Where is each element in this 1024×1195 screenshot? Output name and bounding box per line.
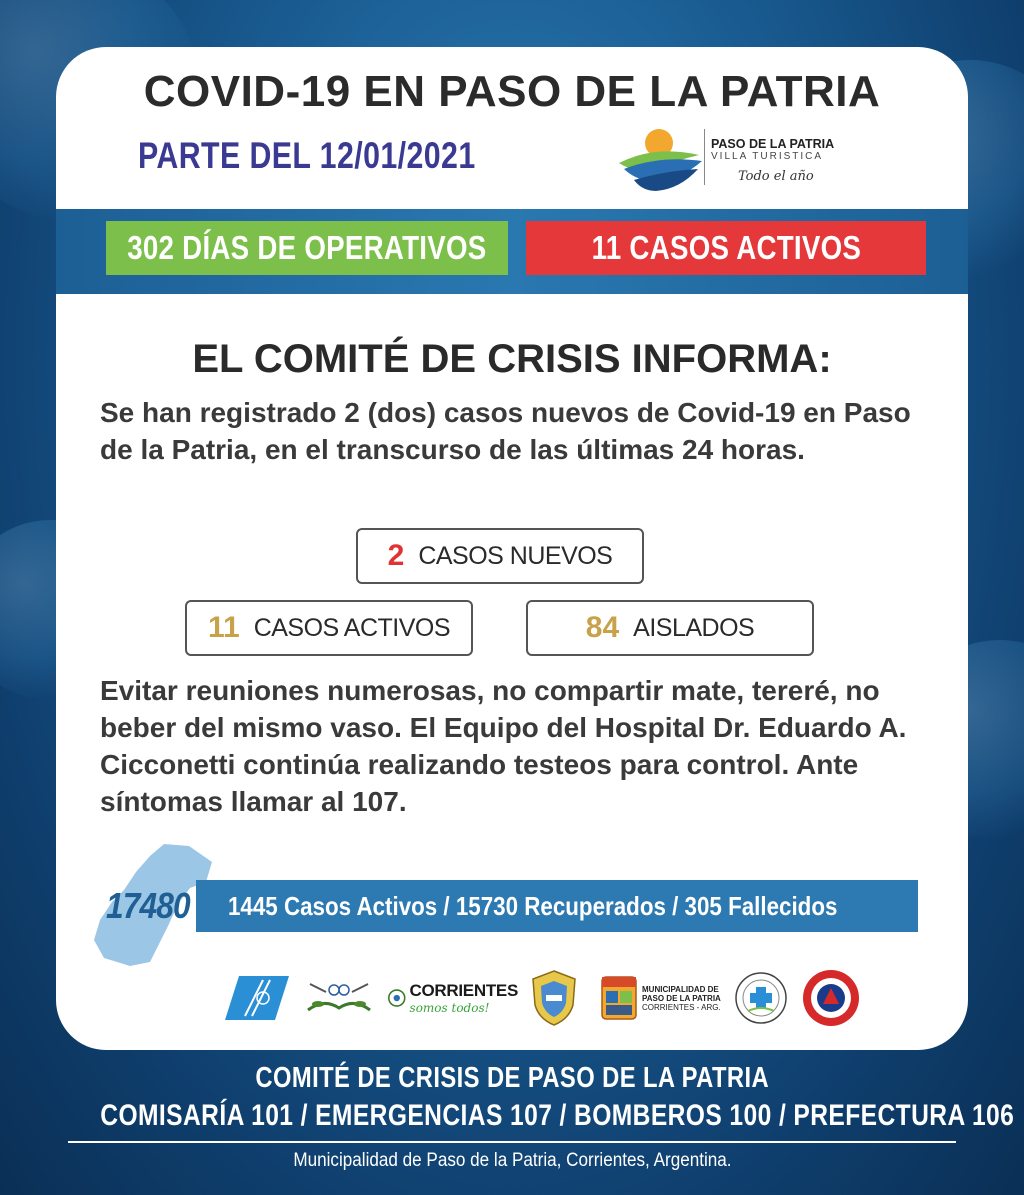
logo-name: PASO DE LA PATRIA — [711, 137, 835, 151]
footer-address — [0, 1150, 1024, 1172]
page-title: COVID-19 EN PASO DE LA PATRIA — [143, 67, 881, 116]
municipalidad-text: MUNICIPALIDAD DE PASO DE LA PATRIA — [642, 984, 721, 1003]
report-date: PARTE DEL 12/01/2021 — [138, 135, 476, 176]
footer-committee — [0, 1062, 1024, 1095]
days-badge — [106, 221, 508, 275]
intro-paragraph: Se han registrado 2 (dos) casos nuevos de Covid-19 en Paso de la Patria, en el transcurso de las últimas 24 horas. — [100, 397, 911, 465]
hospital-logo-icon — [732, 963, 790, 1033]
corrientes-title: CORRIENTES — [409, 981, 518, 1000]
active-cases-box — [185, 600, 473, 656]
province-total: 17480 — [106, 885, 190, 926]
leaves-emblem-icon — [302, 963, 376, 1033]
partner-logos — [216, 963, 876, 1033]
police-shield-icon — [526, 963, 582, 1033]
logo-slogan: Todo el año — [738, 169, 814, 184]
municipalidad-logo-icon — [596, 963, 726, 1033]
footer-address-text: Municipalidad de Paso de la Patria, Corrientes, Argentina. — [292, 1150, 732, 1171]
corrientes-logo-icon — [388, 963, 518, 1033]
isolated-label: AISLADOS — [633, 613, 755, 642]
days-badge-label: 302 DÍAS DE OPERATIVOS — [127, 229, 487, 266]
info-card — [56, 47, 968, 1050]
logo-divider — [704, 129, 705, 185]
active-cases-badge-label: 11 CASOS ACTIVOS — [591, 229, 861, 266]
active-cases-badge — [526, 221, 926, 275]
bomberos-logo-icon — [800, 963, 862, 1033]
footer-divider — [68, 1141, 956, 1143]
new-cases-label: CASOS NUEVOS — [418, 541, 613, 570]
new-cases-box — [356, 528, 644, 584]
province-stats-bar — [196, 880, 918, 932]
section-heading: EL COMITÉ DE CRISIS INFORMA: — [192, 337, 832, 381]
new-cases-number: 2 — [387, 539, 405, 572]
advice-paragraph: Evitar reuniones numerosas, no compartir mate, tereré, no beber del mismo vaso. El Equipo del Hospital Dr. Eduardo A. Cicconetti continúa realizando testeos para control. Ante síntomas llamar al 107. — [100, 675, 907, 817]
province-stats-summary: 1445 Casos Activos / 15730 Recuperados / 305 Fallecidos — [228, 890, 838, 921]
footer-committee-text: COMITÉ DE CRISIS DE PASO DE LA PATRIA — [255, 1062, 769, 1094]
logo-subtitle: VILLA TURISTICA — [711, 151, 824, 162]
municipalidad-subtext: CORRIENTES - ARG. — [642, 1002, 721, 1012]
isolated-box — [526, 600, 814, 656]
active-cases-label: CASOS ACTIVOS — [253, 613, 451, 642]
active-cases-number: 11 — [207, 611, 240, 644]
prefectura-icon — [222, 963, 292, 1033]
footer-phones-text: COMISARÍA 101 / EMERGENCIAS 107 / BOMBEROS 100 / PREFECTURA 106 — [100, 1099, 1015, 1132]
isolated-number: 84 — [585, 611, 620, 644]
corrientes-slogan: somos todos! — [409, 1001, 490, 1015]
footer-phones — [0, 1099, 1024, 1133]
